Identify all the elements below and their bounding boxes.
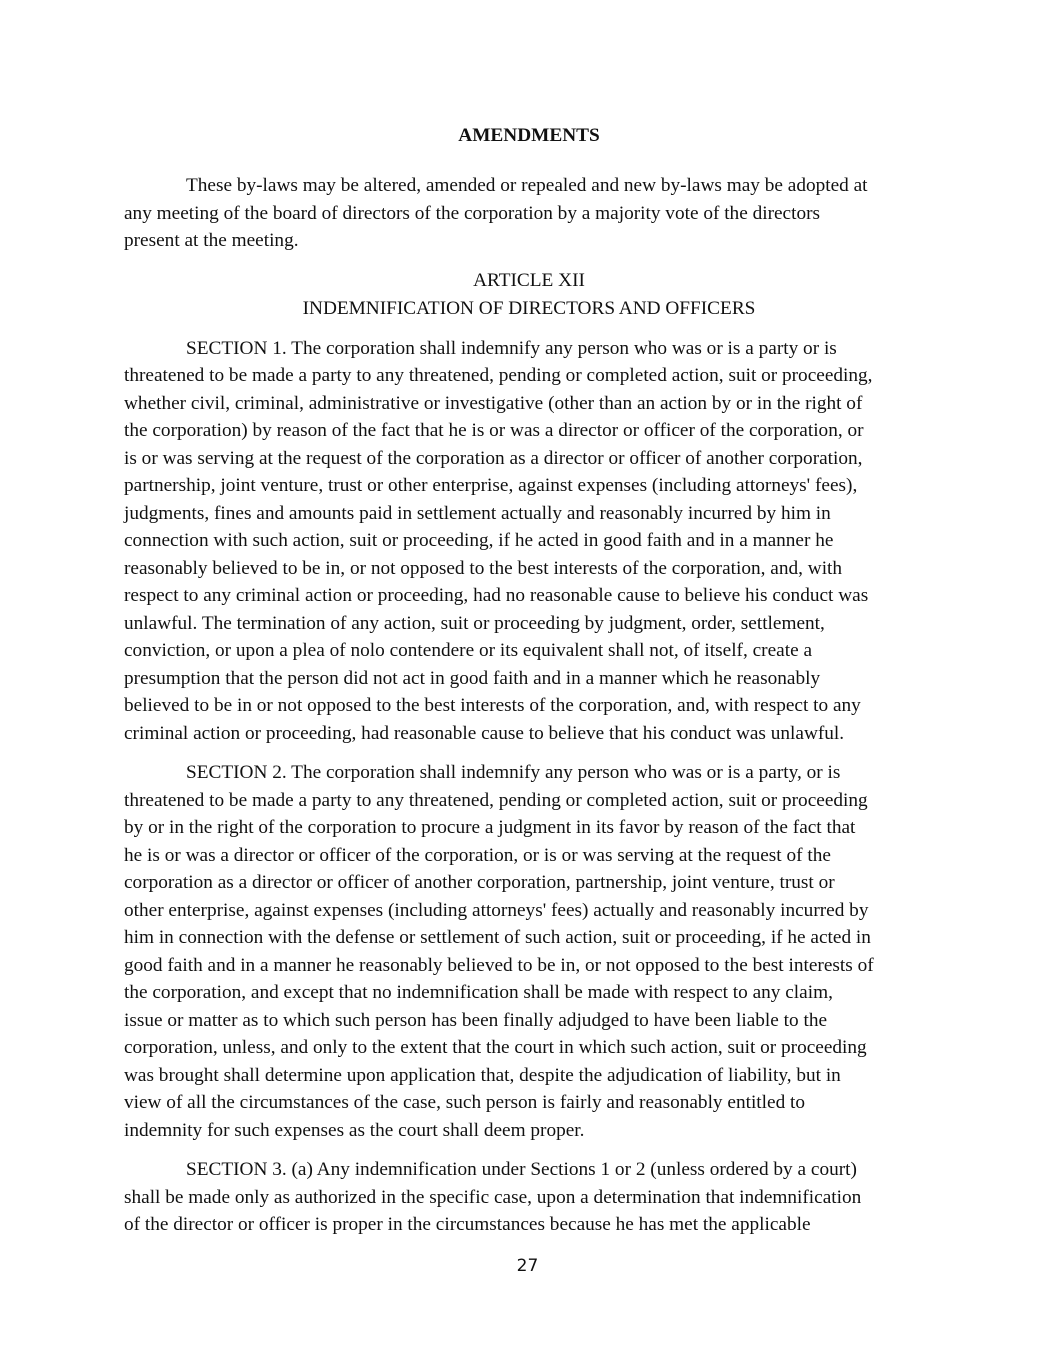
paragraph-line: presumption that the person did not act in good faith and in a manner which he reasonably	[124, 667, 821, 689]
amendments-heading: AMENDMENTS	[458, 125, 600, 146]
paragraph-line: These by-laws may be altered, amended or repealed and new by-laws may be adopted at	[186, 175, 868, 196]
paragraph-line: threatened to be made a party to any threatened, pending or completed action, suit or proceeding,	[124, 365, 873, 386]
page-number: 27	[516, 1256, 539, 1276]
article-subtitle: INDEMNIFICATION OF DIRECTORS AND OFFICERS	[302, 297, 756, 319]
paragraph-line: issue or matter as to which such person has been finally adjudged to have been liable to the	[124, 1009, 828, 1031]
paragraph-line: is or was serving at the request of the corporation as a director or officer of another corporation,	[124, 447, 863, 469]
paragraph-line: connection with such action, suit or proceeding, if he acted in good faith and in a manner he	[124, 530, 834, 551]
paragraph-line: conviction, or upon a plea of nolo contendere or its equivalent shall not, of itself, create a	[124, 640, 813, 661]
paragraph-line: SECTION 3. (a) Any indemnification under Sections 1 or 2 (unless ordered by a court)	[186, 1159, 857, 1180]
paragraph-line: judgments, fines and amounts paid in settlement actually and reasonably incurred by him in	[124, 502, 831, 524]
paragraph-line: criminal action or proceeding, had reasonable cause to believe that his conduct was unlawful.	[124, 722, 845, 744]
paragraph-line: reasonably believed to be in, or not opposed to the best interests of the corporation, and, with	[124, 557, 843, 579]
paragraph-line: other enterprise, against expenses (including attorneys' fees) actually and reasonably incurred by	[124, 899, 869, 921]
paragraph-line: indemnity for such expenses as the court shall deem proper.	[124, 1119, 585, 1141]
document-page	[124, 122, 934, 1251]
section-3-paragraph	[124, 1156, 934, 1239]
section-2-paragraph	[124, 759, 934, 1144]
paragraph-line: corporation, unless, and only to the extent that the court in which such action, suit or proceeding	[124, 1037, 867, 1058]
paragraph-line: any meeting of the board of directors of the corporation by a majority vote of the directors	[124, 202, 821, 224]
paragraph-line: believed to be in or not opposed to the best interests of the corporation, and, with respect to any	[124, 695, 861, 716]
paragraph-line: threatened to be made a party to any threatened, pending or completed action, suit or proceeding	[124, 789, 868, 811]
paragraph-line: SECTION 2. The corporation shall indemnify any person who was or is a party, or is	[186, 762, 841, 783]
paragraph-line: present at the meeting.	[124, 230, 299, 251]
paragraph-line: the corporation) by reason of the fact that he is or was a director or officer of the corporation, or	[124, 420, 864, 441]
paragraph-line: unlawful. The termination of any action, suit or proceeding by judgment, order, settlement,	[124, 612, 825, 634]
amendments-paragraph	[124, 172, 934, 255]
paragraph-line: of the director or officer is proper in the circumstances because he has met the applicable	[124, 1214, 811, 1235]
paragraph-line: was brought shall determine upon application that, despite the adjudication of liability, but in	[124, 1064, 841, 1086]
paragraph-line: whether civil, criminal, administrative or investigative (other than an action by or in the right of	[124, 392, 863, 414]
paragraph-line: him in connection with the defense or settlement of such action, suit or proceeding, if he acted in	[124, 927, 871, 948]
paragraph-line: view of all the circumstances of the case, such person is fairly and reasonably entitled to	[124, 1092, 806, 1113]
article-heading	[124, 267, 934, 323]
paragraph-line: the corporation, and except that no indemnification shall be made with respect to any claim,	[124, 982, 833, 1003]
article-title: ARTICLE XII	[473, 269, 585, 291]
paragraph-line: by or in the right of the corporation to procure a judgment in its favor by reason of the fact that	[124, 817, 856, 838]
paragraph-line: partnership, joint venture, trust or other enterprise, against expenses (including attorneys' fees),	[124, 475, 858, 496]
paragraph-line: SECTION 1. The corporation shall indemnify any person who was or is a party or is	[186, 337, 837, 359]
paragraph-line: corporation as a director or officer of another corporation, partnership, joint venture, trust or	[124, 872, 835, 893]
paragraph-line: respect to any criminal action or proceeding, had no reasonable cause to believe his conduct was	[124, 585, 869, 606]
paragraph-line: good faith and in a manner he reasonably believed to be in, or not opposed to the best interests of	[124, 954, 874, 976]
paragraph-line: shall be made only as authorized in the specific case, upon a determination that indemnification	[124, 1186, 862, 1208]
paragraph-line: he is or was a director or officer of the corporation, or is or was serving at the request of the	[124, 844, 831, 866]
section-1-paragraph	[124, 335, 934, 748]
